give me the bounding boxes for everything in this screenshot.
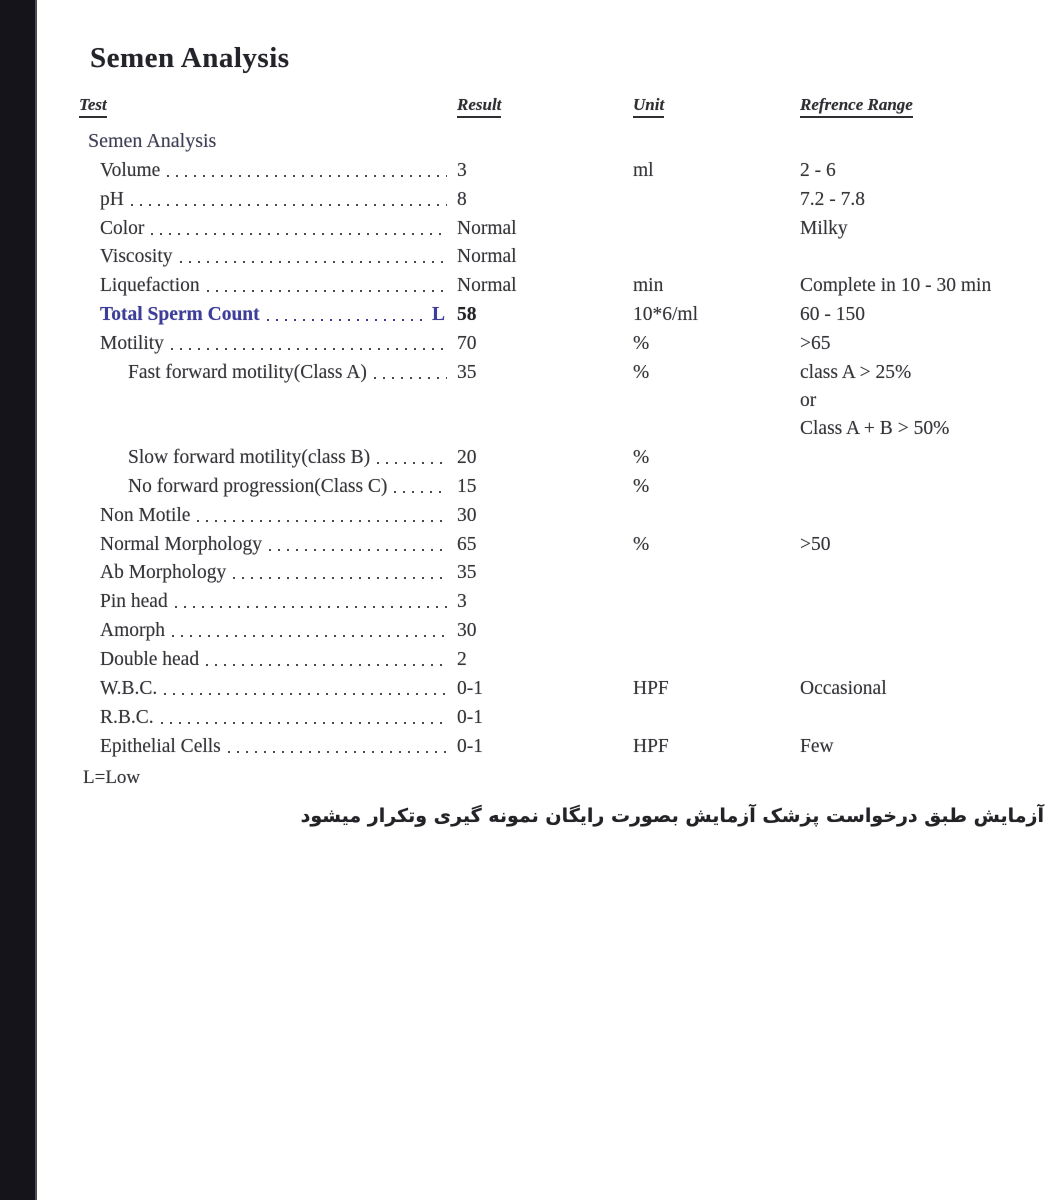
result-cell: 15 [457,475,477,497]
ref-range-cell: >65 [800,333,831,355]
dotted-leader [151,233,447,235]
test-name: Normal Morphology [100,533,262,555]
test-cell [79,304,457,326]
results-table [79,88,1043,758]
table-row [79,498,1043,527]
test-name: Pin head [100,591,168,613]
result-cell: Normal [457,246,517,268]
test-cell [79,130,457,153]
unit-cell: % [633,475,650,497]
test-cell [79,476,457,498]
table-row [79,182,1043,211]
result-cell: 30 [457,620,477,642]
test-cell [79,275,457,297]
dotted-leader [267,319,422,321]
dotted-leader [374,377,447,379]
table-row [79,729,1043,758]
test-cell [79,591,457,613]
abnormal-flag: L [431,304,445,326]
table-row [79,671,1043,700]
test-name: W.B.C. [100,678,158,700]
dotted-leader [164,693,447,695]
table-row [79,469,1043,498]
result-cell: 0-1 [457,706,483,728]
test-name: Color [100,217,145,239]
ref-range-cell: Milky [800,217,848,239]
ref-range-cell: >50 [800,533,831,555]
unit-cell: % [633,533,650,555]
test-cell [79,620,457,642]
test-name: Non Motile [100,504,191,526]
unit-cell: 10*6/ml [633,304,699,326]
test-name: Liquefaction [100,275,200,297]
dotted-leader [206,664,447,666]
table-row [79,700,1043,729]
dotted-leader [161,722,447,724]
test-cell [79,505,457,527]
test-cell [79,649,457,671]
dotted-leader [180,261,448,263]
persian-note: آزمایش طبق درخواست پزشک آزمایش بصورت رایگان نمونه گیری وتکرار میشود [300,804,1044,827]
test-name: R.B.C. [100,706,154,728]
test-cell [79,534,457,556]
test-cell [79,218,457,240]
dotted-leader [269,549,447,551]
section-row [79,124,1043,153]
dotted-leader [167,175,447,177]
test-cell [79,447,457,469]
test-name: Slow forward motility(class B) [128,446,371,468]
result-cell: 35 [457,562,477,584]
table-row [79,326,1043,355]
test-cell [79,707,457,729]
table-header-row [79,88,1043,118]
dotted-leader [394,491,447,493]
result-cell: 35 [457,362,477,384]
result-cell: Normal [457,217,517,239]
dotted-leader [197,520,447,522]
result-cell: 2 [457,649,467,671]
result-cell: 58 [457,304,477,326]
table-row [79,584,1043,613]
test-name: Amorph [100,620,165,642]
test-name: No forward progression(Class C) [128,475,388,497]
column-header-test: Test [79,95,457,118]
scanner-edge-bar [0,0,37,1200]
dotted-leader [131,204,447,206]
report-title: Semen Analysis [90,42,290,74]
ref-range-cell: Complete in 10 - 30 min [800,275,992,297]
column-header-result: Result [457,95,633,118]
test-cell [79,736,457,758]
result-cell: Normal [457,275,517,297]
table-row [79,268,1043,297]
table-row [79,642,1043,671]
lab-report-page [37,0,1048,1200]
table-row [79,355,1043,384]
result-cell: 3 [457,159,467,181]
dotted-leader [172,635,447,637]
result-cell: 3 [457,591,467,613]
unit-cell: % [633,446,650,468]
unit-cell: HPF [633,678,669,700]
ref-range-cell: 2 - 6 [800,159,836,181]
dotted-leader [175,606,447,608]
test-cell [79,562,457,584]
dotted-leader [377,462,447,464]
table-row [79,384,1043,412]
unit-cell: % [633,333,650,355]
test-name: Viscosity [100,246,173,268]
test-name: Semen Analysis [88,129,217,152]
test-name: Epithelial Cells [100,735,221,757]
low-flag-legend: L=Low [83,766,141,788]
result-cell: 70 [457,333,477,355]
column-header-unit: Unit [633,95,800,118]
table-row [79,527,1043,556]
test-cell [79,362,457,384]
result-cell: 0-1 [457,735,483,757]
unit-cell: ml [633,159,654,181]
test-name: Volume [100,159,161,181]
result-cell: 0-1 [457,678,483,700]
test-name: Motility [100,333,164,355]
ref-range-cell: 7.2 - 7.8 [800,188,865,210]
table-row [79,297,1043,326]
test-cell [79,678,457,700]
dotted-leader [171,348,447,350]
ref-range-cell: Few [800,735,834,757]
table-row [79,613,1043,642]
result-cell: 65 [457,533,477,555]
test-cell [79,189,457,211]
table-body [79,124,1043,758]
result-cell: 8 [457,188,467,210]
ref-range-cell: class A > 25% [800,362,912,384]
test-name: Double head [100,649,200,671]
table-row [79,153,1043,182]
test-name: Ab Morphology [100,562,227,584]
dotted-leader [207,290,447,292]
table-row [79,412,1043,440]
test-name: pH [100,188,124,210]
result-cell: 20 [457,446,477,468]
ref-range-cell: Occasional [800,678,887,700]
test-cell [79,333,457,355]
test-cell [79,160,457,182]
table-row [79,556,1043,585]
unit-cell: HPF [633,735,669,757]
table-row [79,211,1043,240]
ref-range-cell: or [800,390,817,412]
test-name: Total Sperm Count [100,304,260,326]
table-row [79,440,1043,469]
unit-cell: min [633,275,664,297]
dotted-leader [233,577,447,579]
test-cell [79,246,457,268]
dotted-leader [228,751,447,753]
column-header-ref-range: Refrence Range [800,95,1043,118]
unit-cell: % [633,362,650,384]
ref-range-cell: 60 - 150 [800,304,865,326]
ref-range-cell: Class A + B > 50% [800,418,950,440]
table-row [79,240,1043,269]
test-name: Fast forward motility(Class A) [128,362,367,384]
result-cell: 30 [457,504,477,526]
